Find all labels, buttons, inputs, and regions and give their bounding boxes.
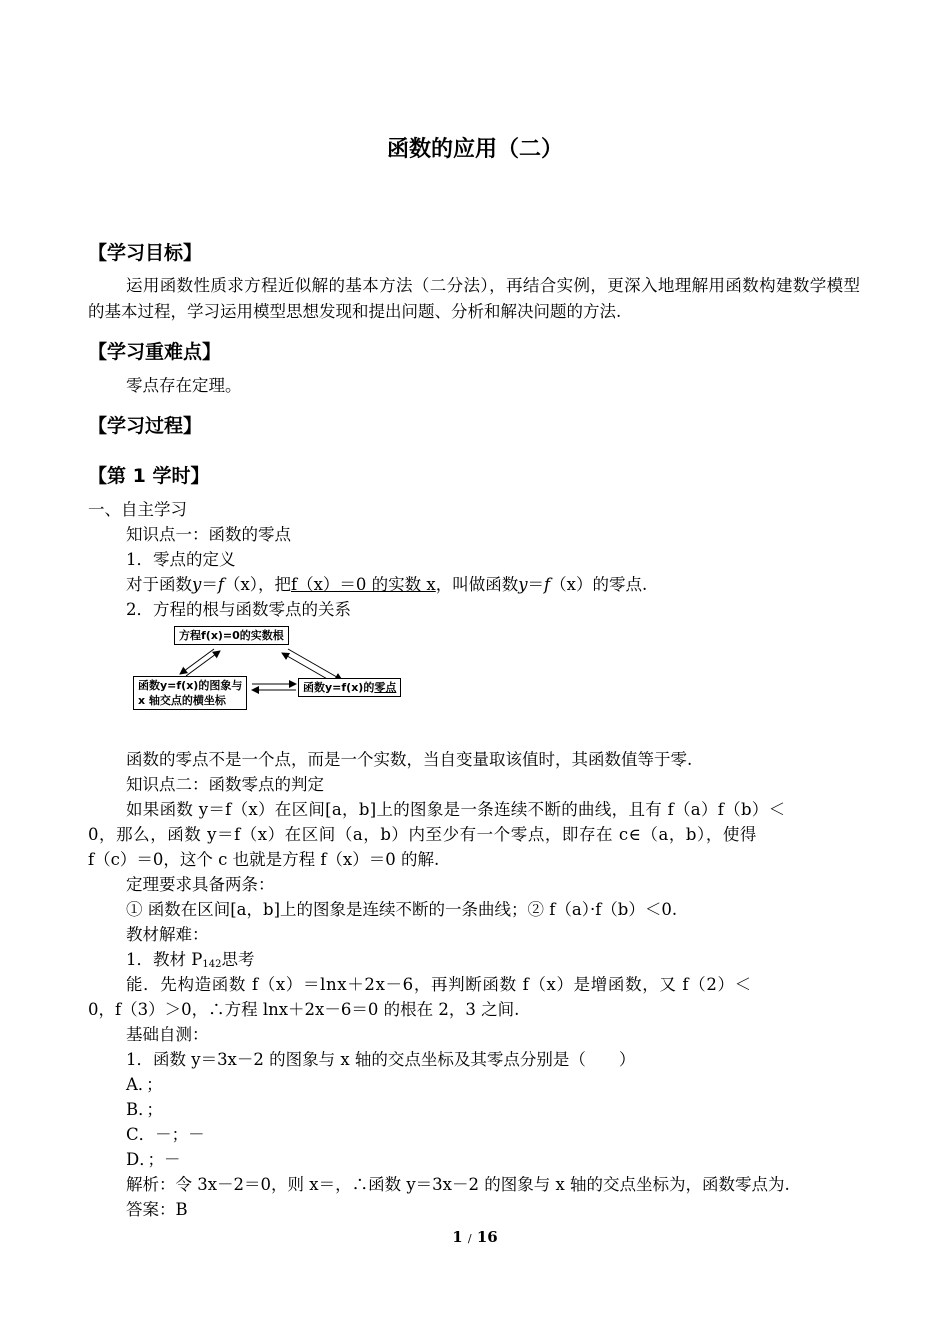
def-x2: （x） bbox=[550, 575, 593, 594]
zero-definition bbox=[126, 573, 647, 597]
def-prefix: 对于函数 bbox=[126, 575, 192, 594]
textbook-item-prefix: 1．教材 P bbox=[126, 950, 203, 969]
question-1: 1．函数 y＝3x－2 的图象与 x 轴的交点坐标及其零点分别是（ ） bbox=[126, 1050, 636, 1069]
goal-paragraph: 运用函数性质求方程近似解的基本方法（二分法），再结合实例，更深入地理解用函数构建数学模型的基本过程，学习运用模型思想发现和提出问题、分析和解决问题的方法. bbox=[88, 276, 860, 321]
diagram-left-line-2: x 轴交点的横坐标 bbox=[138, 694, 226, 707]
kp1-item-1: 1．零点的定义 bbox=[126, 550, 236, 569]
option-b: B．； bbox=[126, 1100, 163, 1119]
page-current: 1 bbox=[452, 1228, 463, 1246]
page-number bbox=[0, 1228, 950, 1246]
diagram-right-underlined: 零点 bbox=[374, 681, 397, 694]
analysis-text: 解析：令 3x－2＝0，则 x＝，∴函数 y＝3x－2 的图象与 x 轴的交点坐标为，函数零点为. bbox=[126, 1175, 790, 1194]
def-mid2: ，叫做函数 bbox=[435, 575, 519, 594]
option-c: C．－；－ bbox=[126, 1125, 205, 1144]
page-title: 函数的应用（二） bbox=[386, 137, 563, 162]
def-y2: y bbox=[518, 575, 528, 594]
diagram-box-function-zero bbox=[298, 678, 401, 697]
def-eq: ＝ bbox=[201, 575, 218, 594]
heading-key-points: 【学习重难点】 bbox=[88, 341, 222, 363]
requirements-text: ① 函数在区间[a，b]上的图象是连续不断的一条曲线；② f（a）·f（b）＜0. bbox=[126, 900, 678, 919]
option-d: D．；－ bbox=[126, 1150, 181, 1169]
arrow-top-to-left bbox=[180, 649, 214, 674]
arrow-top-to-right bbox=[288, 649, 342, 680]
requirements-title: 定理要求具备两条： bbox=[126, 875, 275, 894]
zero-note: 函数的零点不是一个点，而是一个实数，当自变量取该值时，其函数值等于零. bbox=[126, 750, 693, 769]
def-f2: f bbox=[544, 575, 551, 594]
heading-learning-goal: 【学习目标】 bbox=[88, 242, 203, 264]
knowledge-point-1: 知识点一：函数的零点 bbox=[126, 525, 291, 544]
textbook-item-suffix: 思考 bbox=[221, 950, 255, 969]
page-separator: / bbox=[467, 1232, 472, 1245]
heading-learning-process: 【学习过程】 bbox=[88, 415, 203, 437]
def-f: f bbox=[217, 575, 224, 594]
section-self-study: 一、自主学习 bbox=[88, 500, 187, 519]
diagram-box-graph-intersection bbox=[133, 676, 247, 710]
answer-text: 答案：B bbox=[126, 1200, 188, 1219]
key-points-text: 零点存在定理。 bbox=[126, 376, 242, 395]
option-a: A．； bbox=[126, 1075, 163, 1094]
theorem-line-2: 0，那么，函数 y＝f（x）在区间（a，b）内至少有一个零点，即存在 c∈（a，b），使得 bbox=[88, 825, 757, 844]
theorem-line-1: 如果函数 y＝f（x）在区间[a，b]上的图象是一条连续不断的曲线，且有 f（a）f（b）＜ bbox=[126, 800, 786, 819]
def-mid: ，把 bbox=[258, 575, 291, 594]
textbook-answer-line-1: 能．先构造函数 f（x）＝lnx＋2x－6，再判断函数 f（x）是增函数，又 f（2）＜ bbox=[126, 975, 752, 994]
textbook-item-page: 142 bbox=[202, 959, 222, 970]
knowledge-point-2: 知识点二：函数零点的判定 bbox=[126, 775, 324, 794]
textbook-answer-line-2: 0，f（3）＞0，∴方程 lnx＋2x－6＝0 的根在 2，3 之间. bbox=[88, 1000, 520, 1019]
diagram-right-prefix: 函数y=f(x)的 bbox=[303, 681, 375, 694]
def-y: y bbox=[192, 575, 202, 594]
kp1-item-2: 2．方程的根与函数零点的关系 bbox=[126, 600, 351, 619]
def-eq2: ＝ bbox=[527, 575, 545, 594]
diagram-left-line-1: 函数y=f(x)的图象与 bbox=[138, 679, 243, 692]
heading-lesson-1: 【第 1 学时】 bbox=[88, 465, 210, 487]
theorem-line-3: f（c）＝0，这个 c 也就是方程 f（x）＝0 的解. bbox=[88, 850, 440, 869]
textbook-title: 教材解难： bbox=[126, 925, 209, 944]
self-test-title: 基础自测： bbox=[126, 1025, 209, 1044]
def-x: （x） bbox=[223, 575, 258, 594]
def-suffix: 的零点. bbox=[592, 575, 648, 594]
page-total: 16 bbox=[476, 1228, 498, 1246]
def-underlined: f（x）＝0 的实数 x bbox=[291, 575, 436, 594]
root-zero-diagram bbox=[130, 624, 410, 716]
diagram-box-equation-root: 方程f(x)=0的实数根 bbox=[174, 626, 289, 645]
arrow-left-to-top bbox=[186, 651, 220, 676]
